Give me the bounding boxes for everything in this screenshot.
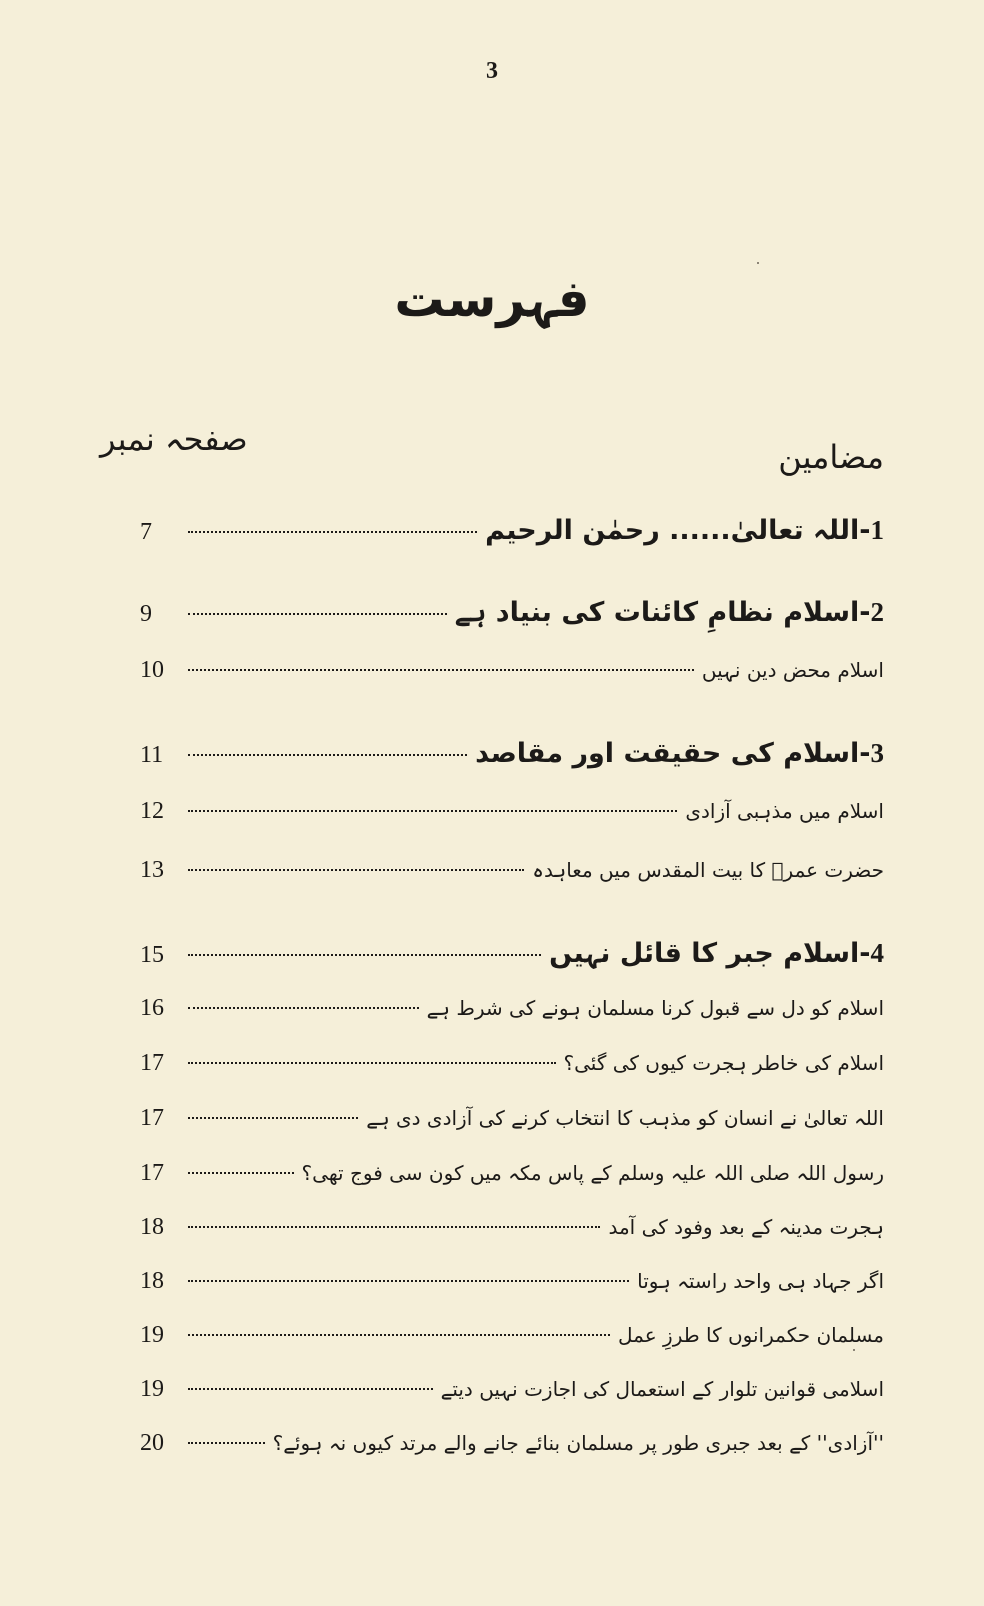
- toc-entry-title: رسول اللہ صلی اللہ علیہ وسلم کے پاس مکہ میں کون سی فوج تھی؟: [301, 1161, 884, 1185]
- dot-leader: [188, 1280, 629, 1282]
- toc-entry: [140, 1376, 884, 1416]
- toc-entry: [140, 798, 884, 838]
- dot-leader: [188, 1062, 556, 1064]
- page-column-header: صفحہ نمبر: [100, 420, 248, 458]
- toc-entry-title: 2-اسلام نظامِ کائنات کی بنیاد ہے: [454, 597, 884, 628]
- toc-entry-title: اسلامی قوانین تلوار کے استعمال کی اجازت نہیں دیتے: [440, 1377, 884, 1401]
- toc-entry-title: 4-اسلام جبر کا قائل نہیں: [549, 938, 884, 969]
- chapter-number: 2: [870, 597, 884, 627]
- toc-entry: [140, 1105, 884, 1145]
- toc-entry: [140, 657, 884, 697]
- dot-leader: [188, 1334, 610, 1336]
- dot-leader: [188, 1172, 294, 1174]
- page-number: 3: [486, 58, 498, 84]
- chapter-number: 1: [870, 515, 884, 545]
- toc-entry-page: 10: [140, 657, 164, 683]
- dot-leader: [188, 613, 447, 615]
- dot-leader: [188, 1226, 600, 1228]
- toc-entry-page: 17: [140, 1105, 164, 1131]
- chapter-number: 4: [870, 938, 884, 968]
- toc-entry-page: 17: [140, 1050, 164, 1076]
- toc-entry-title: اللہ تعالیٰ نے انسان کو مذہب کا انتخاب کرنے کی آزادی دی ہے: [366, 1106, 884, 1130]
- toc-entry-page: 7: [140, 519, 152, 545]
- dot-leader: [188, 954, 541, 956]
- page-title: فہرست: [394, 270, 590, 328]
- toc-entry: [140, 1160, 884, 1200]
- dot-leader: [188, 1117, 358, 1119]
- toc-entry-title: اسلام محض دین نہیں: [701, 658, 884, 682]
- toc-entry-page: 16: [140, 995, 164, 1021]
- toc-entry-title: اسلام کو دل سے قبول کرنا مسلمان ہونے کی شرط ہے: [426, 996, 884, 1020]
- toc-entry-title: ''آزادی'' کے بعد جبری طور پر مسلمان بنائے جانے والے مرتد کیوں نہ ہوئے؟: [272, 1431, 884, 1455]
- toc-entry: [140, 515, 884, 555]
- toc-entry-page: 9: [140, 601, 152, 627]
- toc-entry: [140, 1214, 884, 1254]
- toc-entry-page: 19: [140, 1376, 164, 1402]
- toc-entry-title: اسلام میں مذہبی آزادی: [685, 799, 884, 823]
- toc-entry-page: 11: [140, 742, 164, 768]
- toc-entry-title: اگر جہاد ہی واحد راستہ ہوتا: [637, 1269, 884, 1293]
- toc-entry: [140, 857, 884, 897]
- toc-entry: [140, 1268, 884, 1308]
- toc-entry: [140, 738, 884, 778]
- dot-leader: [188, 531, 477, 533]
- toc-entry-title: 1-اللہ تعالیٰ...... رحمٰن الرحیم: [485, 515, 884, 546]
- toc-entry: [140, 1050, 884, 1090]
- toc-entry-title: مسلمان حکمرانوں کا طرزِ عمل: [618, 1323, 884, 1347]
- table-of-contents: [140, 0, 884, 1606]
- dot-leader: [188, 754, 467, 756]
- dot-leader: [188, 810, 677, 812]
- dot-leader: [188, 1388, 433, 1390]
- toc-entry-page: 12: [140, 798, 164, 824]
- topics-column-header: مضامین: [778, 438, 884, 476]
- chapter-number: 3: [870, 738, 884, 768]
- toc-entry-title: 3-اسلام کی حقیقت اور مقاصد: [475, 738, 884, 769]
- dot-leader: [188, 669, 694, 671]
- toc-entry-page: 15: [140, 942, 164, 968]
- toc-entry: [140, 1430, 884, 1470]
- paper-speck: [853, 1349, 855, 1351]
- toc-entry-title: ہجرت مدینہ کے بعد وفود کی آمد: [608, 1215, 884, 1239]
- toc-entry-page: 19: [140, 1322, 164, 1348]
- toc-entry-page: 20: [140, 1430, 164, 1456]
- toc-entry-page: 13: [140, 857, 164, 883]
- toc-entry-title: اسلام کی خاطر ہجرت کیوں کی گئی؟: [563, 1051, 884, 1075]
- toc-entry-page: 18: [140, 1214, 164, 1240]
- toc-entry: [140, 1322, 884, 1362]
- toc-entry-title: حضرت عمرؓ کا بیت المقدس میں معاہدہ: [532, 858, 884, 882]
- paper-speck: [757, 262, 759, 264]
- toc-entry: [140, 995, 884, 1035]
- toc-entry: [140, 597, 884, 637]
- dot-leader: [188, 1007, 419, 1009]
- toc-entry-page: 17: [140, 1160, 164, 1186]
- dot-leader: [188, 869, 524, 871]
- toc-entry: [140, 938, 884, 978]
- dot-leader: [188, 1442, 265, 1444]
- toc-entry-page: 18: [140, 1268, 164, 1294]
